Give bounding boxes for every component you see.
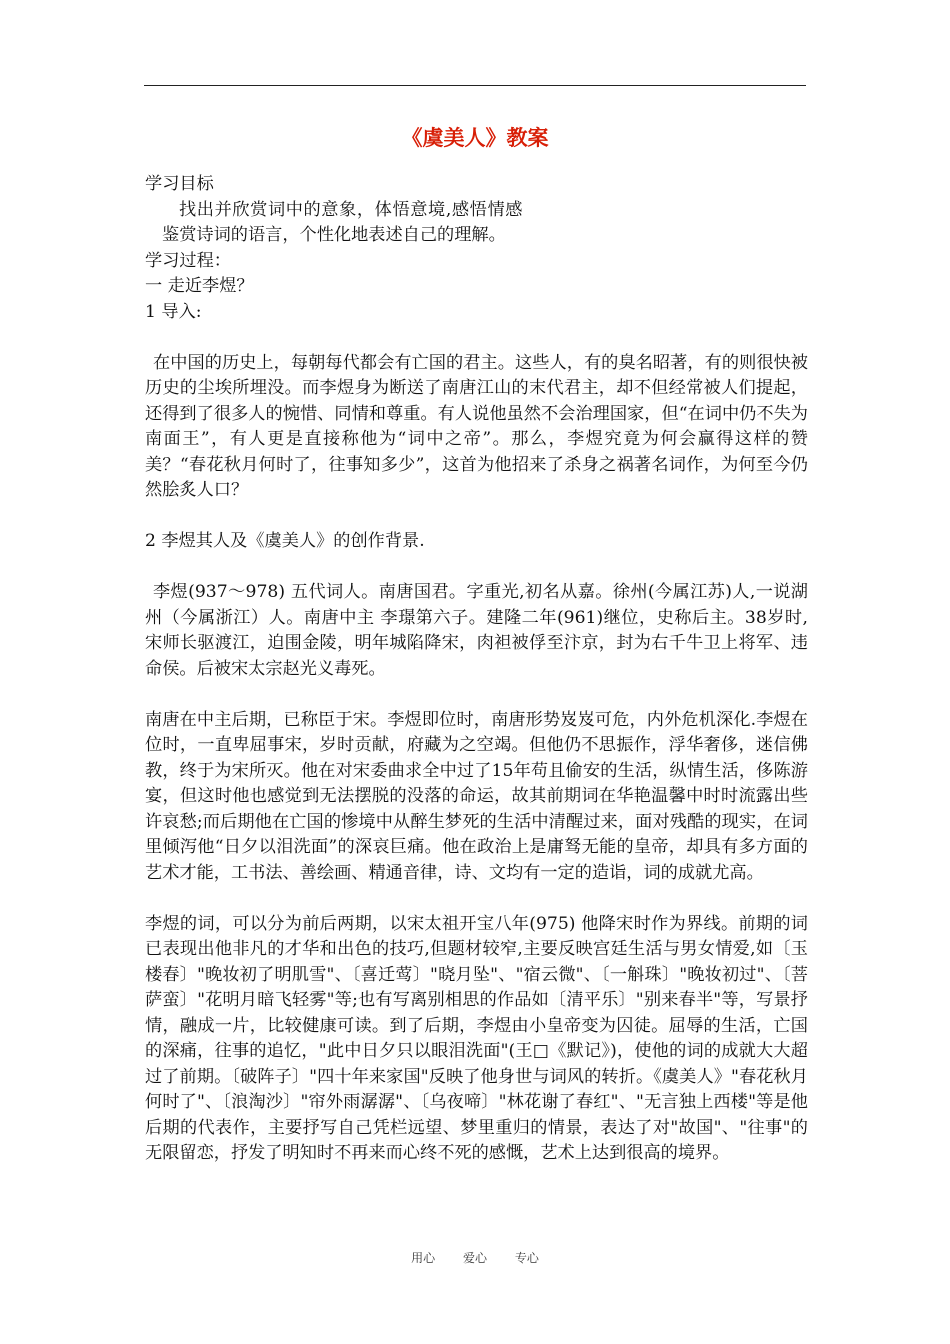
footer-motto-3: 专心 [514, 1251, 539, 1265]
objective-item-1: 找出并欣赏词中的意象，体悟意境,感悟情感 [179, 199, 524, 220]
biography-paragraph: 李煜(937～978) 五代词人。南唐国君。字重光,初名从嘉。徐州(今属江苏)人,一说湖州（今属浙江）人。南唐中主 李璟第六子。建隆二年(961)继位，史称后主。38岁时,宋师长驱渡江，迫围金陵，明年城陷降宋，肉袒被俘至汴京，封为右千牛卫上将军、违命侯。后被宋太宗赵光义毒死。 [145, 582, 808, 679]
works-paragraph: 李煜的词，可以分为前后两期，以宋太祖开宝八年(975) 他降宋时作为界线。前期的词已表现出他非凡的才华和出色的技巧,但题材较窄,主要反映宫廷生活与男女情爱,如〔玉楼春〕"晚妆初了明肌雪"、〔喜迁莺〕"晓月坠"、"宿云微"、〔一斛珠〕"晚妆初过"、〔菩萨蛮〕"花明月暗飞轻雾"等;也有写离别相思的作品如〔清平乐〕"别来春半"等，写景抒情，融成一片，比较健康可读。到了后期，李煜由小皇帝变为囚徒。屈辱的生活，亡国的深痛，往事的追忆，"此中日夕只以眼泪洗面"(王□《默记》)，使他的词的成就大大超过了前期。〔破阵子〕"四十年来家国"反映了他身世与词风的转折。《虞美人》"春花秋月何时了"、〔浪淘沙〕"帘外雨潺潺"、〔乌夜啼〕"林花谢了春红"、"无言独上西楼"等是他后期的代表作，主要抒写自己凭栏远望、梦里重归的情景，表达了对"故国"、"往事"的无限留恋，抒发了明知时不再来而心终不死的感慨，艺术上达到很高的境界。 [145, 913, 808, 1163]
document-title: 《虞美人》教案 [401, 126, 549, 150]
spacer [145, 504, 808, 530]
objectives-heading: 学习目标 [145, 174, 214, 194]
header-divider [144, 85, 806, 86]
spacer [145, 555, 808, 581]
intro-paragraph: 在中国的历史上，每朝每代都会有亡国的君主。这些人，有的臭名昭著，有的则很快被历史的尘埃所埋没。而李煜身为断送了南唐江山的末代君主，却不但经常被人们提起，还得到了很多人的惋惜、同情和尊重。有人说他虽然不会治理国家，但“在词中仍不失为南面王”，有人更是直接称他为“词中之帝”。那么，李煜究竟为何会赢得这样的赞美？“春花秋月何时了，往事知多少”，这首为他招来了杀身之祸著名词作，为何至今仍然脍炙人口？ [145, 352, 808, 500]
page-footer [0, 1249, 950, 1266]
spacer [145, 325, 808, 351]
intro-heading: 1 导入: [145, 301, 202, 322]
spacer [145, 886, 808, 912]
spacer [145, 682, 808, 708]
footer-motto-2: 爱心 [462, 1251, 487, 1265]
part-one-heading: 一 走近李煜？ [145, 276, 254, 296]
document-body [145, 172, 808, 1167]
footer-motto-1: 用心 [411, 1251, 436, 1265]
background-heading: 2 李煜其人及《虞美人》的创作背景. [145, 531, 425, 551]
objective-item-2: 鉴赏诗词的语言，个性化地表述自己的理解。 [162, 225, 506, 245]
history-paragraph: 南唐在中主后期，已称臣于宋。李煜即位时，南唐形势岌岌可危，内外危机深化.李煜在位时，一直卑屈事宋，岁时贡献，府藏为之空竭。但他仍不思振作，浮华奢侈，迷信佛教，终于为宋所灭。他在对宋委曲求全中过了15年苟且偷安的生活，纵情生活，侈陈游宴，但这时他也感觉到无法摆脱的没落的命运，故其前期词在华艳温馨中时时流露出些许哀愁;而后期他在亡国的惨境中从醉生梦死的生活中清醒过来，面对残酷的现实，在词里倾泻他“日夕以泪洗面”的深哀巨痛。他在政治上是庸驽无能的皇帝，却具有多方面的艺术才能，工书法、善绘画、精通音律，诗、文均有一定的造诣，词的成就尤高。 [145, 709, 808, 883]
process-heading: 学习过程： [145, 250, 231, 271]
